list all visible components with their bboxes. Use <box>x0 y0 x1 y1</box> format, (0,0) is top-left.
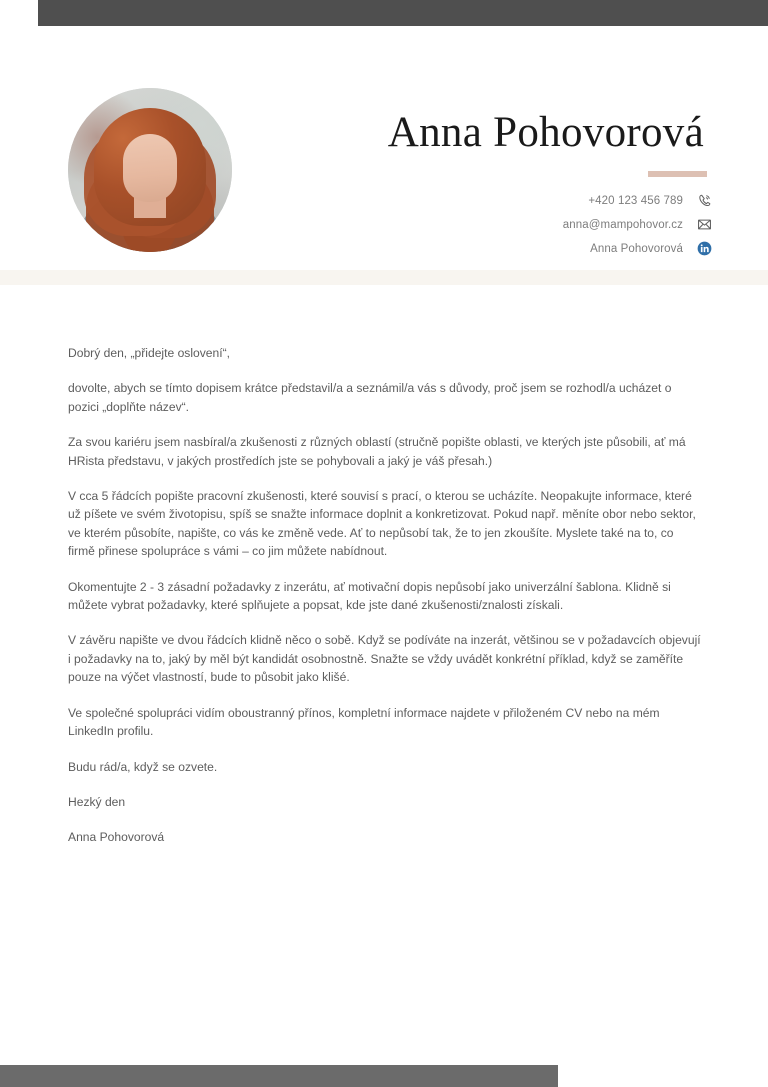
contact-linkedin-label: Anna Pohovorová <box>590 242 683 255</box>
letter-paragraph-2: Za svou kariéru jsem nasbíral/a zkušenosti z různých oblastí (stručně popište oblasti, ve kterých jste působili, ať má HRista představu, v jakých prostředích jste se pohybovali a jaký je váš přesah.) <box>68 435 686 468</box>
contact-email-label: anna@mampohovor.cz <box>562 218 683 231</box>
top-decorative-bar <box>38 0 768 26</box>
letter-call-to-action: Budu rád/a, když se ozvete. <box>68 759 218 774</box>
envelope-icon <box>697 217 712 232</box>
accent-rule <box>648 171 707 177</box>
letter-signature: Anna Pohovorová <box>68 830 165 845</box>
letter-paragraph-5: V závěru napište ve dvou řádcích klidně něco o sobě. Když se podíváte na inzerát, většinou se v požadavcích objevují i požadavky na to, jaký by měl být kandidát osobnostně. Snažte se vždy uvádět konkrétní příklad, když se zaměříte pouze na výčet vlastností, bude to působit jako klišé. <box>68 633 701 685</box>
avatar <box>68 88 232 252</box>
phone-icon <box>697 193 712 208</box>
letter-salutation: Dobrý den, „přidejte oslovení“, <box>68 346 231 360</box>
letter-closing: Hezký den <box>68 794 126 809</box>
letter-paragraph-6: Ve společné spolupráci vidím oboustranný přínos, kompletní informace najdete v přiloženém CV nebo na mém LinkedIn profilu. <box>68 705 660 739</box>
contact-row-email[interactable] <box>563 217 712 232</box>
letterhead-header <box>0 26 768 272</box>
linkedin-icon <box>697 241 712 256</box>
letter-body <box>68 344 702 847</box>
avatar-photo <box>68 88 232 252</box>
header-divider <box>0 270 768 285</box>
page-title: Anna Pohovorová <box>387 109 704 156</box>
avatar-face <box>123 134 177 202</box>
contact-row-linkedin[interactable] <box>590 241 712 256</box>
contact-list <box>563 193 712 256</box>
contact-row-phone[interactable] <box>588 193 712 208</box>
letter-paragraph-1: dovolte, abych se tímto dopisem krátce představil/a a seznámil/a vás s důvody, proč jsem se rozhodl/a ucházet o pozici „doplňte název“. <box>68 381 672 414</box>
letter-paragraph-3: V cca 5 řádcích popište pracovní zkušenosti, které souvisí s prací, o kterou se ucházíte. Neopakujte informace, které už píšete ve svém životopisu, spíš se snažte informace doplnit a konkretizovat. Pokud např. měníte obor nebo sektor, ve kterém působíte, napište, co vás ke změně vede. Ať to nepůsobí tak, že to jen zkoušíte. Myslete také na to, co firmě přinese spolupráce s vámi – co jim můžete nabídnout. <box>68 489 696 559</box>
bottom-decorative-bar <box>0 1065 558 1087</box>
contact-phone-label: +420 123 456 789 <box>588 194 683 207</box>
letter-paragraph-4: Okomentujte 2 - 3 zásadní požadavky z inzerátu, ať motivační dopis nepůsobí jako univerzální šablona. Klidně si můžete vybrat požadavky, které splňujete a popsat, kde jste dané zkušenosti/znalosti získali. <box>68 579 671 613</box>
